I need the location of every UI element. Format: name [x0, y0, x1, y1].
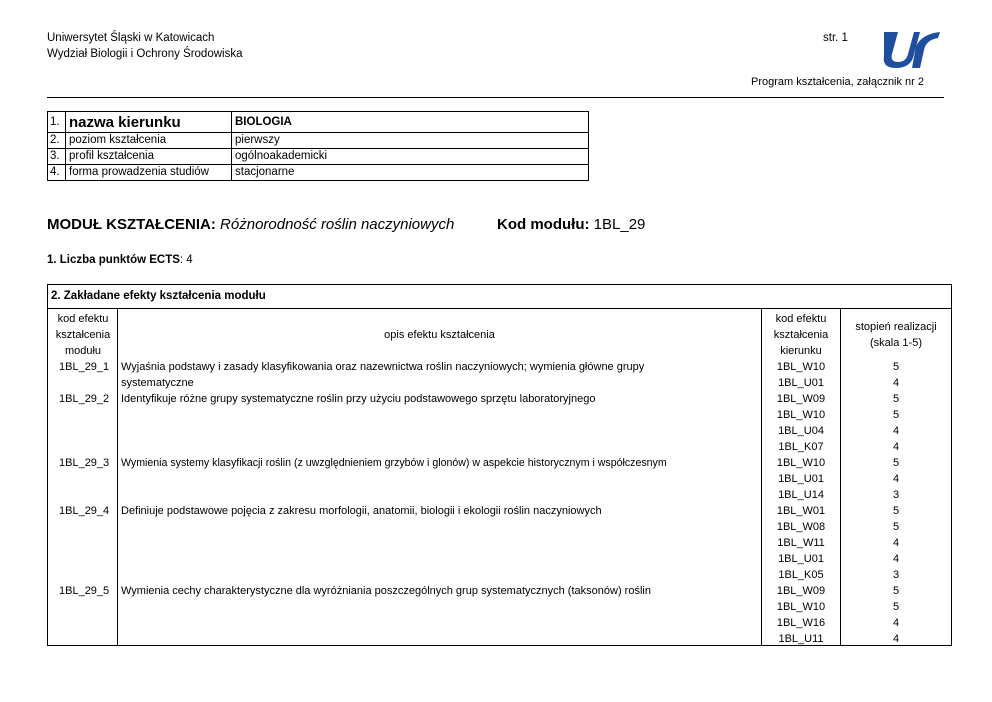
- row-degree: 3: [892, 569, 900, 581]
- row-field-code: 1BL_W10: [776, 457, 826, 469]
- row-field-code: 1BL_K05: [778, 569, 824, 581]
- university-logo-icon: [880, 28, 942, 70]
- faculty-name: Wydział Biologii i Ochrony Środowiska: [47, 48, 243, 60]
- info-value: pierwszy: [232, 133, 589, 149]
- row-degree: 5: [892, 585, 900, 597]
- ects-value: : 4: [179, 254, 193, 266]
- info-row: [48, 112, 589, 133]
- header-module-code: kod efektu kształcenia modułu: [55, 313, 111, 357]
- row-field-code: 1BL_W01: [776, 505, 826, 517]
- outcomes-table: [47, 284, 952, 646]
- row-degree: 5: [892, 409, 900, 421]
- row-description: Wymienia systemy klasyfikacji roślin (z uwzględnieniem grzybów i glonów) w aspekcie historycznym i współczesnym: [121, 457, 667, 469]
- row-degree: 4: [892, 537, 900, 549]
- info-label: forma prowadzenia studiów: [66, 165, 232, 181]
- info-row: [48, 149, 589, 165]
- row-field-code: 1BL_W09: [776, 585, 826, 597]
- row-field-code: 1BL_W10: [776, 409, 826, 421]
- row-degree: 5: [892, 505, 900, 517]
- row-field-code: 1BL_U01: [778, 473, 824, 485]
- row-code: 1BL_29_5: [59, 585, 110, 597]
- row-field-code: 1BL_U04: [778, 425, 824, 437]
- program-annex: Program kształcenia, załącznik nr 2: [751, 76, 925, 88]
- info-row: [48, 133, 589, 149]
- row-field-code: 1BL_U14: [778, 489, 824, 501]
- module-code-value: 1BL_29: [593, 216, 646, 233]
- header-field-code: kod efektu kształcenia kierunku: [773, 313, 829, 357]
- module-name: Różnorodność roślin naczyniowych: [220, 216, 455, 233]
- row-degree: 5: [892, 601, 900, 613]
- row-code: 1BL_29_1: [59, 361, 110, 373]
- info-value: stacjonarne: [232, 165, 589, 181]
- row-field-code: 1BL_W10: [776, 601, 826, 613]
- row-code: 1BL_29_4: [59, 505, 110, 517]
- row-degree: 4: [892, 633, 900, 645]
- row-field-code: 1BL_U11: [778, 633, 824, 645]
- info-value: BIOLOGIA: [232, 112, 589, 133]
- row-description: Identyfikuje różne grupy systematyczne roślin przy użyciu podstawowego sprzętu laboratoryjnego: [121, 393, 596, 405]
- info-row: [48, 165, 589, 181]
- row-description: Definiuje podstawowe pojęcia z zakresu morfologii, anatomii, biologii i ekologii roślin naczyniowych: [121, 505, 602, 517]
- row-degree: 5: [892, 457, 900, 469]
- row-degree: 4: [892, 617, 900, 629]
- row-field-code: 1BL_W11: [777, 537, 825, 549]
- module-heading: [47, 216, 454, 233]
- ects-label: 1. Liczba punktów ECTS: [47, 254, 180, 266]
- column-divider: [117, 309, 118, 645]
- row-field-code: 1BL_U01: [778, 553, 824, 565]
- row-degree: 4: [892, 441, 900, 453]
- page-number: str. 1: [823, 32, 848, 44]
- program-info-table: [47, 111, 589, 181]
- row-code: 1BL_29_3: [59, 457, 110, 469]
- row-degree: 4: [892, 425, 900, 437]
- info-value: ogólnoakademicki: [232, 149, 589, 165]
- header-divider: [47, 97, 944, 98]
- row-code: 1BL_29_2: [59, 393, 110, 405]
- row-field-code: 1BL_W09: [776, 393, 826, 405]
- header-description: opis efektu kształcenia: [384, 329, 495, 341]
- row-field-code: 1BL_W16: [776, 617, 826, 629]
- info-label: nazwa kierunku: [66, 112, 232, 133]
- row-degree: 5: [892, 393, 900, 405]
- info-label: profil kształcenia: [66, 149, 232, 165]
- info-label: poziom kształcenia: [66, 133, 232, 149]
- info-num: 1.: [48, 112, 66, 133]
- row-degree: 3: [892, 489, 900, 501]
- row-description: Wymienia cechy charakterystyczne dla wyróżniania poszczególnych grup systematycznych (taksonów) roślin: [121, 585, 651, 597]
- row-description: Wyjaśnia podstawy i zasady klasyfikowania oraz nazewnictwa roślin naczyniowych; wymienia główne grupy systematyczne: [121, 361, 645, 389]
- info-num: 2.: [48, 133, 66, 149]
- ects-points: [47, 254, 193, 266]
- row-degree: 4: [892, 553, 900, 565]
- outcomes-title: 2. Zakładane efekty kształcenia modułu: [48, 285, 951, 309]
- module-prefix: MODUŁ KSZTAŁCENIA:: [47, 216, 216, 233]
- row-degree: 5: [892, 361, 900, 373]
- row-degree: 4: [892, 473, 900, 485]
- module-code: [497, 216, 645, 233]
- info-num: 4.: [48, 165, 66, 181]
- row-degree: 5: [892, 521, 900, 533]
- row-field-code: 1BL_K07: [778, 441, 824, 453]
- info-num: 3.: [48, 149, 66, 165]
- row-field-code: 1BL_W08: [776, 521, 826, 533]
- module-code-label: Kod modułu:: [497, 216, 590, 233]
- header-degree: stopień realizacji (skala 1-5): [855, 321, 937, 349]
- row-field-code: 1BL_W10: [776, 361, 826, 373]
- row-field-code: 1BL_U01: [778, 377, 824, 389]
- row-degree: 4: [892, 377, 900, 389]
- university-name: Uniwersytet Śląski w Katowicach: [47, 32, 215, 44]
